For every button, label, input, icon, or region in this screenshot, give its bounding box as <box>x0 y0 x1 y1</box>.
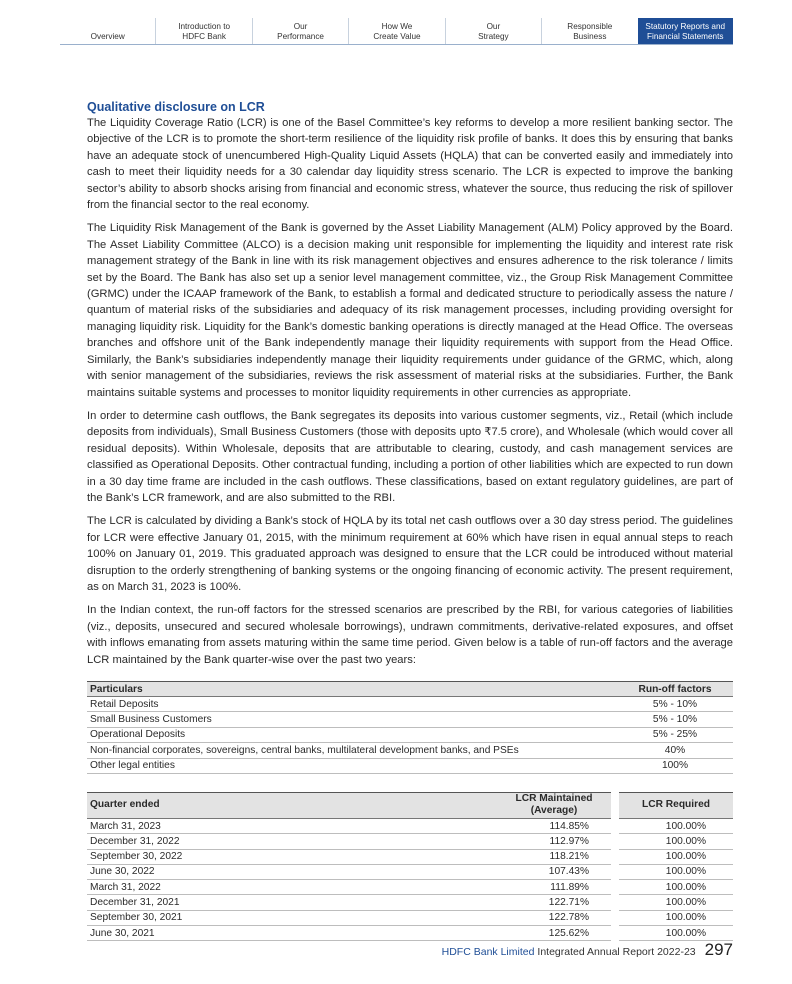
column-header-lcr-maintained: LCR Maintained (Average) <box>497 792 615 818</box>
lcr-maintained-cell: 118.21% <box>497 849 615 864</box>
main-content <box>87 100 733 941</box>
lcr-maintained-cell: 125.62% <box>497 926 615 941</box>
table-header-row <box>87 682 733 697</box>
lcr-required-cell: 100.00% <box>615 880 733 895</box>
lcr-maintained-cell: 114.85% <box>497 818 615 833</box>
paragraph-run-off-factors: In the Indian context, the run-off factors for the stressed scenarios are prescribed by the RBI, for various categories of liabilities (viz., deposits, unsecured and secured wholesale borrowings), undrawn commitments, derivative-related exposures, and offset with inflows emanating from assets maturing within the same time period. Given below is a table of run-off factors and the average LCR maintained by the Bank quarter-wise over the past two years: <box>87 604 733 666</box>
particular-cell: Non-financial corporates, sovereigns, central banks, multilateral development banks, and PSEs <box>87 743 617 758</box>
run-off-factor-cell: 40% <box>617 743 733 758</box>
particular-cell: Operational Deposits <box>87 727 617 742</box>
quarter-cell: September 30, 2021 <box>87 910 497 925</box>
lcr-required-cell: 100.00% <box>615 910 733 925</box>
particular-cell: Other legal entities <box>87 758 617 773</box>
top-navigation <box>60 18 733 45</box>
tab-statutory-reports[interactable]: Statutory Reports and Financial Statements <box>638 18 733 44</box>
particular-cell: Small Business Customers <box>87 712 617 727</box>
lcr-required-cell: 100.00% <box>615 818 733 833</box>
lcr-required-cell: 100.00% <box>615 864 733 879</box>
particular-cell: Retail Deposits <box>87 697 617 712</box>
lcr-required-cell: 100.00% <box>615 834 733 849</box>
page-number: 297 <box>704 940 733 959</box>
quarter-cell: June 30, 2021 <box>87 926 497 941</box>
column-header-quarter-ended: Quarter ended <box>87 792 497 818</box>
table-row <box>87 712 733 727</box>
table-row <box>87 743 733 758</box>
table-row <box>87 834 733 849</box>
lcr-quarterly-table <box>87 792 733 941</box>
lcr-maintained-cell: 122.78% <box>497 910 615 925</box>
page-footer <box>442 940 733 960</box>
lcr-maintained-cell: 112.97% <box>497 834 615 849</box>
tab-responsible-business[interactable]: Responsible Business <box>541 18 637 44</box>
table-row <box>87 818 733 833</box>
lcr-maintained-cell: 122.71% <box>497 895 615 910</box>
table-row <box>87 895 733 910</box>
table-row <box>87 926 733 941</box>
quarter-cell: December 31, 2022 <box>87 834 497 849</box>
run-off-factor-cell: 100% <box>617 758 733 773</box>
lcr-required-cell: 100.00% <box>615 849 733 864</box>
tab-our-performance[interactable]: Our Performance <box>252 18 348 44</box>
run-off-factor-cell: 5% - 10% <box>617 697 733 712</box>
lcr-required-cell: 100.00% <box>615 926 733 941</box>
column-header-run-off-factors: Run-off factors <box>617 682 733 697</box>
quarter-cell: March 31, 2023 <box>87 818 497 833</box>
quarter-cell: December 31, 2021 <box>87 895 497 910</box>
section-title: Qualitative disclosure on LCR <box>87 100 265 114</box>
column-header-particulars: Particulars <box>87 682 617 697</box>
table-row <box>87 727 733 742</box>
footer-brand: HDFC Bank Limited <box>441 946 535 958</box>
table-row <box>87 849 733 864</box>
paragraph-cash-outflows: In order to determine cash outflows, the Bank segregates its deposits into various customer segments, viz., Retail (which include deposits from individuals), Small Business Customers (those with deposits upto ₹7.5 crore), and Wholesale (which would cover all residual deposits). Within Wholesale, deposits that are attributable to clearing, custody, and cash management services are classified as Operational Deposits. Other contractual funding, including a portion of other liabilities which are expected to run down in a 30 day time frame are included in the cash outflows. These classifications, based on extant regulatory guidelines, are part of the Bank’s LCR framework, and are also submitted to the RBI. <box>87 409 733 504</box>
tab-our-strategy[interactable]: Our Strategy <box>445 18 541 44</box>
table-row <box>87 758 733 773</box>
paragraph-liquidity-risk-management: The Liquidity Risk Management of the Bank is governed by the Asset Liability Management (ALM) Policy approved by the Board. The Asset Liability Committee (ALCO) is a decision making unit responsible for implementing the liquidity and interest rate risk management strategy of the Bank in line with its risk management objectives and ensures adherence to the risk tolerance / limits set by the Board. The Bank has also set up a senior level management committee, viz., the Group Risk Management Committee (GRMC) under the ICAAP framework of the Bank, to establish a formal and dedicated structure to periodically assess the nature / quantum of material risks of the subsidiaries and adequacy of its risk management processes, including providing oversight for managing liquidity risk. Liquidity for the Bank’s domestic banking operations is directly managed at the Head Office. The overseas branches and offshore unit of the Bank independently manage their liquidity requirements with support from the Head Office. Similarly, the Bank’s subsidiaries independently manage their liquidity requirements under guidance of the GRMC, which, along with senior management of the subsidiaries, reviews the risk assessment of material risks at the subsidiaries. Further, the Bank maintains suitable systems and processes to monitor liquidity requirements in other currencies as appropriate. <box>87 222 733 399</box>
quarter-cell: September 30, 2022 <box>87 849 497 864</box>
table-row <box>87 864 733 879</box>
paragraph-lcr-overview: The Liquidity Coverage Ratio (LCR) is one of the Basel Committee’s key reforms to develop a more resilient banking sector. The objective of the LCR is to promote the short-term resilience of the liquidity risk profile of banks. It does this by ensuring that banks have an adequate stock of unencumbered High-Quality Liquid Assets (HQLA) that can be converted easily and immediately into cash to meet their liquidity needs for a 30 calendar day liquidity stress scenario. The LCR is expected to improve the banking sector’s ability to absorb shocks arising from financial and economic stress, whatever the source, thus reducing the risk of spillover from the financial sector to the real economy. <box>87 117 733 212</box>
run-off-factors-table <box>87 681 733 774</box>
quarter-cell: June 30, 2022 <box>87 864 497 879</box>
tab-overview[interactable]: Overview <box>90 32 125 41</box>
run-off-factor-cell: 5% - 10% <box>617 712 733 727</box>
table-header-row <box>87 792 733 818</box>
tab-how-we-create-value[interactable]: How We Create Value <box>348 18 444 44</box>
run-off-factor-cell: 5% - 25% <box>617 727 733 742</box>
lcr-maintained-cell: 107.43% <box>497 864 615 879</box>
paragraph-lcr-calculation: The LCR is calculated by dividing a Bank’s stock of HQLA by its total net cash outflows over a 30 day stress period. The guidelines for LCR were effective January 01, 2015, with the minimum requirement at 60% which have risen in equal annual steps to reach 100% on January 01, 2019. This graduated approach was designed to ensure that the LCR could be introduced without material disruption to the orderly strengthening of banking systems or the ongoing financing of economic activity. The present requirement, as on March 31, 2023 is 100%. <box>87 515 733 593</box>
table-row <box>87 910 733 925</box>
tab-introduction-to-hdfc-bank[interactable]: Introduction to HDFC Bank <box>155 18 251 44</box>
table-row <box>87 697 733 712</box>
column-header-lcr-required: LCR Required <box>615 792 733 818</box>
footer-report-title: Integrated Annual Report 2022-23 <box>537 946 696 958</box>
lcr-required-cell: 100.00% <box>615 895 733 910</box>
quarter-cell: March 31, 2022 <box>87 880 497 895</box>
lcr-maintained-cell: 111.89% <box>497 880 615 895</box>
table-row <box>87 880 733 895</box>
